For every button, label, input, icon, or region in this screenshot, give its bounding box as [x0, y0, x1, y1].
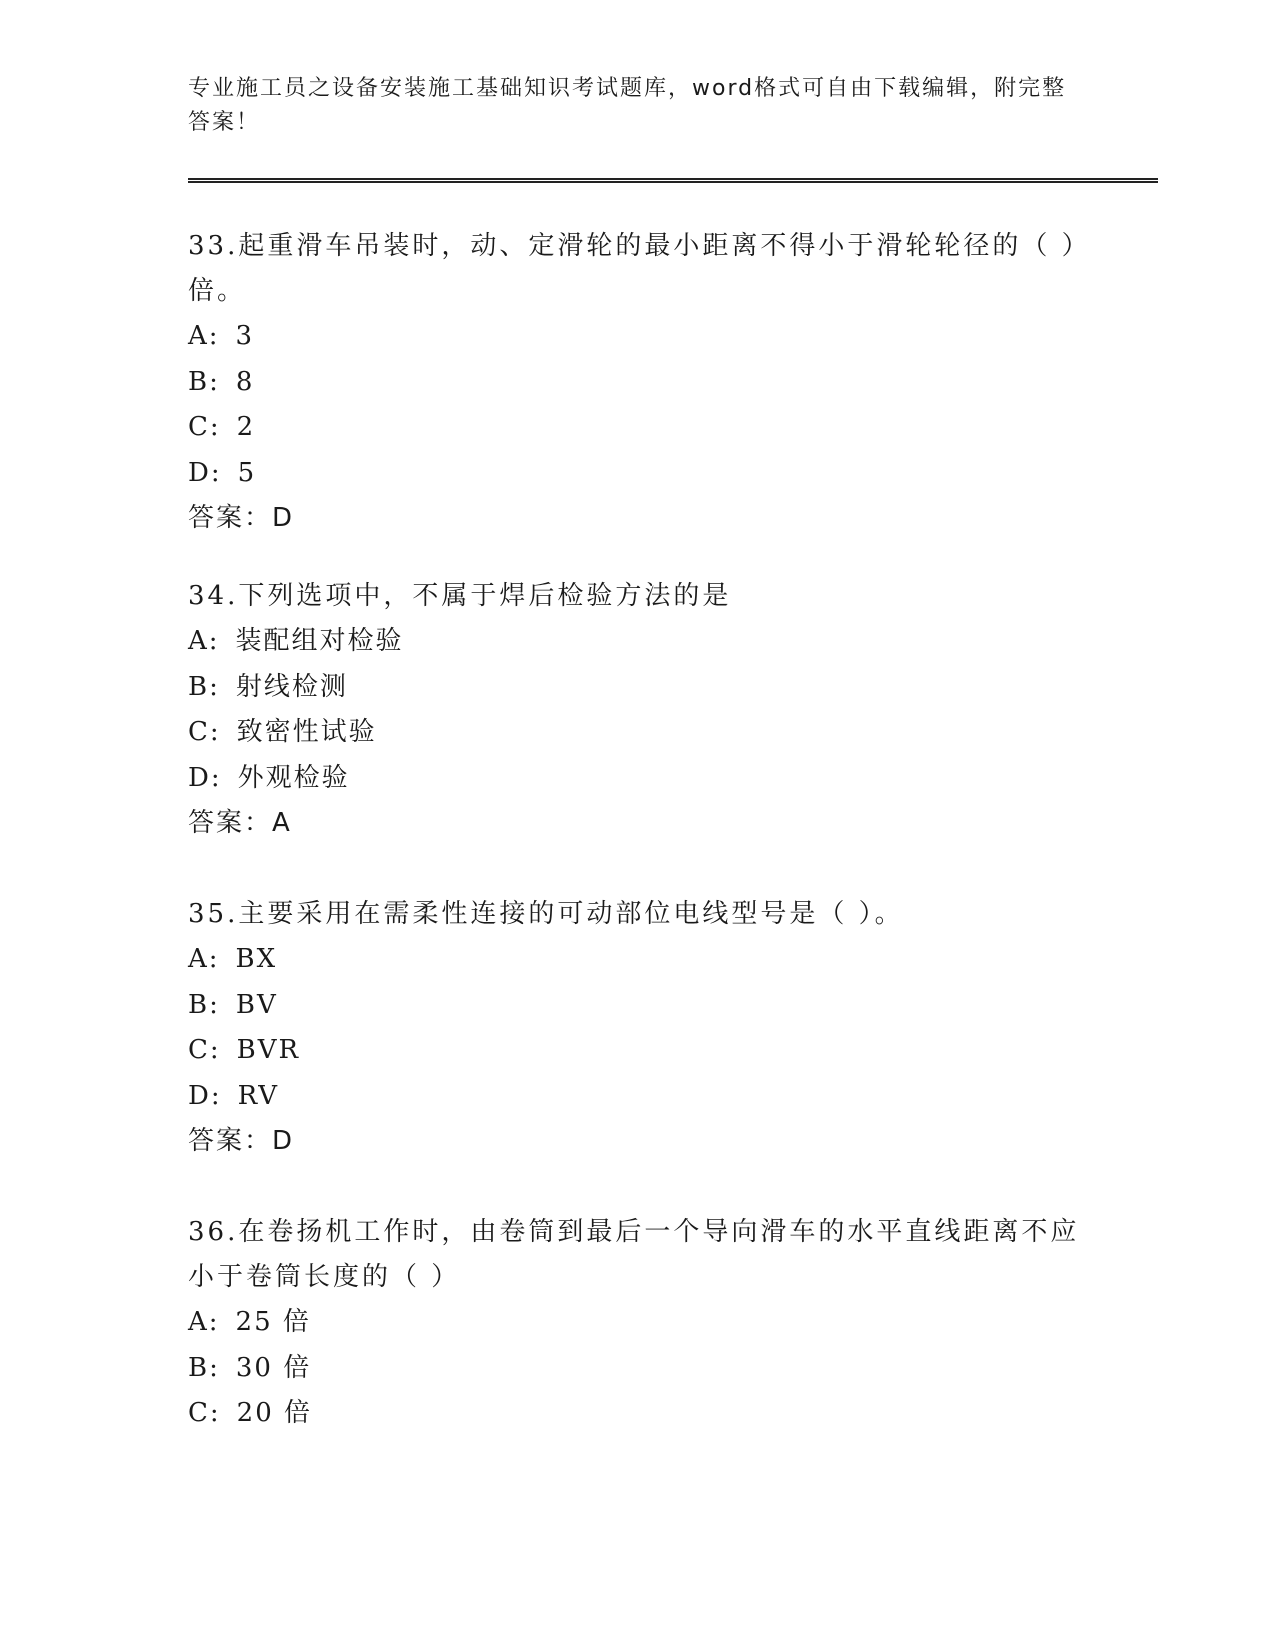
- option-a: A: BX: [188, 944, 278, 974]
- option-b: B: 8: [188, 366, 255, 397]
- option-a: A: 3: [188, 321, 255, 351]
- question-stem: 34.下列选项中，不属于焊后检验方法的是: [188, 581, 732, 611]
- header-double-rule: [188, 178, 1158, 183]
- option-c: C: 20 倍: [188, 1398, 313, 1428]
- option-c: C: 2: [188, 412, 256, 442]
- question-block: [188, 1210, 1088, 1437]
- answer-line: 答案：D: [188, 1126, 295, 1156]
- option-d: D: RV: [188, 1080, 280, 1111]
- answer-line: 答案：D: [188, 503, 295, 533]
- question-stem: 33.起重滑车吊装时，动、定滑轮的最小距离不得小于滑轮轮径的（ ）倍。: [188, 231, 1078, 306]
- option-c: C: BVR: [188, 1035, 301, 1065]
- option-b: B: 30 倍: [188, 1352, 312, 1383]
- option-d: D: 外观检验: [188, 762, 350, 793]
- option-d: D: 5: [188, 457, 257, 488]
- option-b: B: 射线检测: [188, 671, 348, 702]
- option-a: A: 装配组对检验: [188, 626, 404, 656]
- answer-line: 答案：A: [188, 808, 292, 838]
- question-stem: 35.主要采用在需柔性连接的可动部位电线型号是（ ）。: [188, 899, 904, 929]
- option-a: A: 25 倍: [188, 1307, 311, 1337]
- question-block: [188, 892, 1088, 1165]
- question-block: [188, 574, 1088, 847]
- question-stem: 36.在卷扬机工作时，由卷筒到最后一个导向滑车的水平直线距离不应小于卷筒长度的（ ）: [188, 1217, 1080, 1292]
- document-header: 专业施工员之设备安装施工基础知识考试题库，word格式可自由下载编辑，附完整答案！: [188, 76, 1067, 135]
- question-block: [188, 224, 1088, 542]
- option-b: B: BV: [188, 989, 278, 1020]
- option-c: C: 致密性试验: [188, 717, 377, 747]
